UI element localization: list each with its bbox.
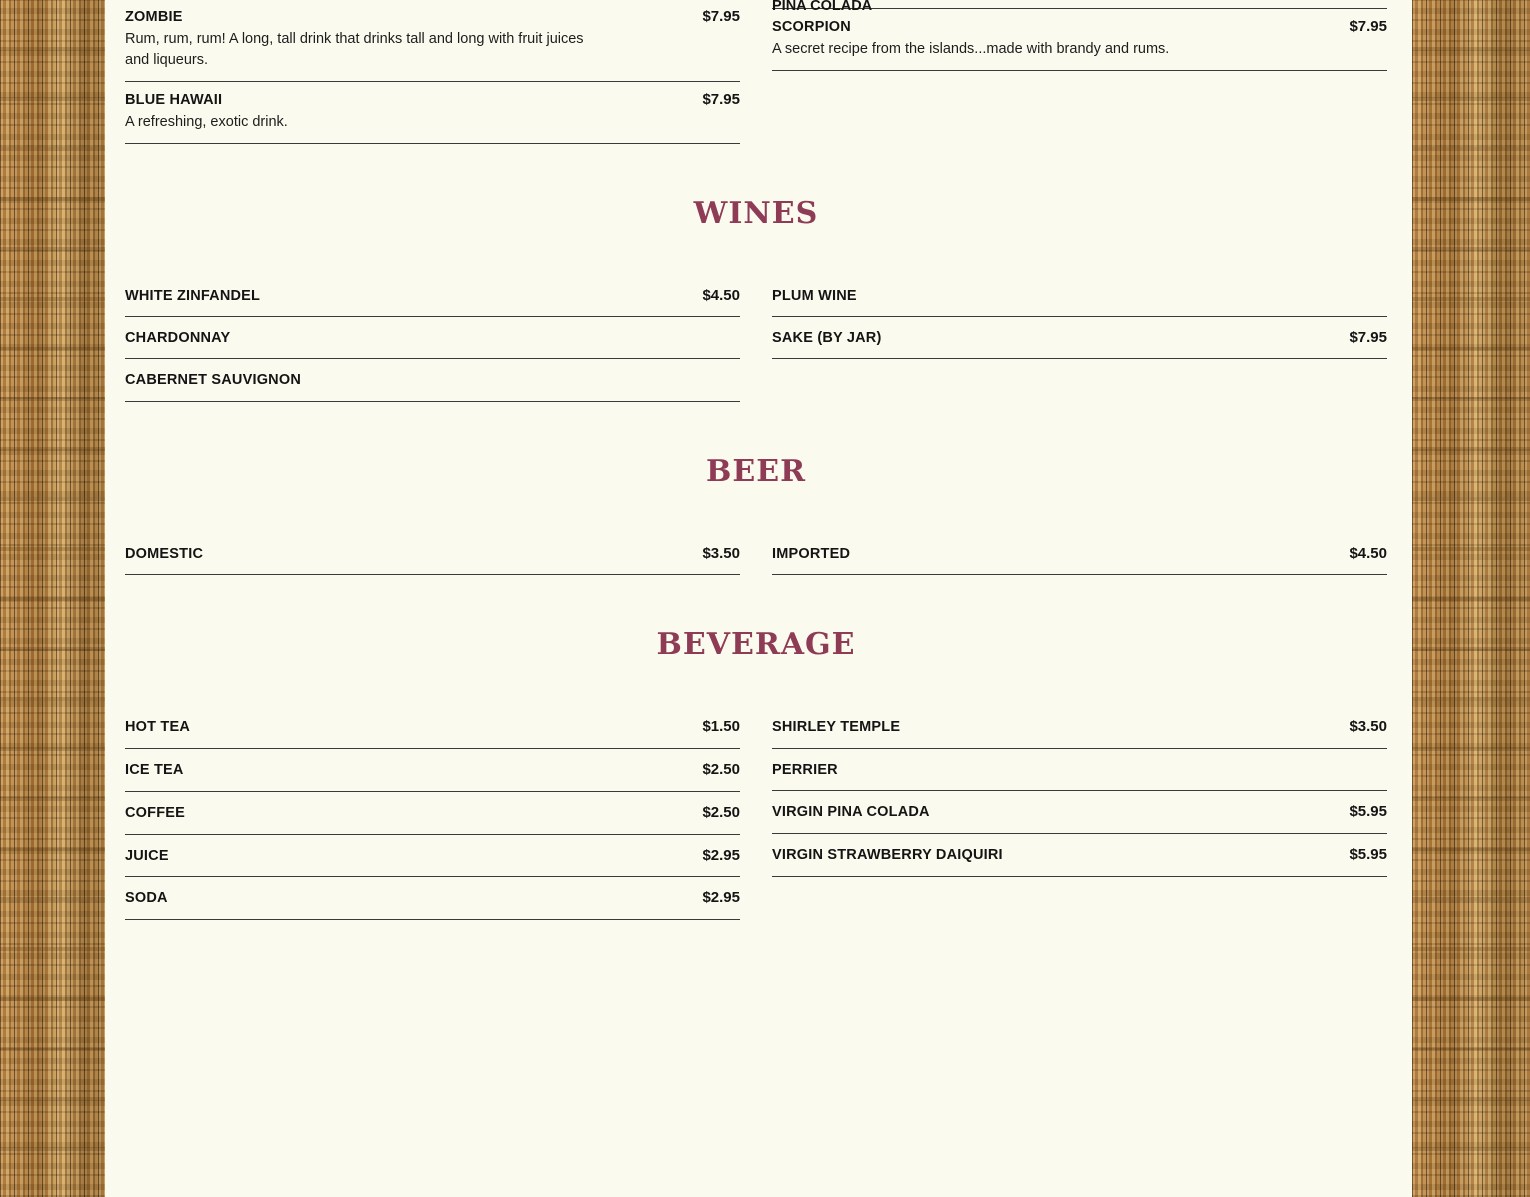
section-title-wines: WINES xyxy=(693,195,819,231)
menu-item-name: CHARDONNAY xyxy=(125,330,231,347)
menu-item-name: PLUM WINE xyxy=(772,287,857,304)
beer-column-right xyxy=(772,533,1387,576)
section-columns-beverage xyxy=(125,706,1387,920)
menu-item-name: DOMESTIC xyxy=(125,545,204,562)
menu-item[interactable] xyxy=(772,317,1387,360)
menu-item-name: PERRIER xyxy=(772,762,838,779)
menu-item-name: SCORPION xyxy=(772,19,851,35)
section-title-beverage: BEVERAGE xyxy=(656,627,856,663)
beverage-column-left xyxy=(125,706,740,920)
section-title-beer: BEER xyxy=(705,453,807,489)
clipped-item-name: PINA COLADA xyxy=(772,0,873,14)
bamboo-border-right xyxy=(1412,0,1530,1197)
menu-item-name: WHITE ZINFANDEL xyxy=(125,287,261,304)
menu-item[interactable] xyxy=(772,706,1387,749)
menu-item-name: JUICE xyxy=(125,847,169,864)
menu-item-price: $1.50 xyxy=(702,718,740,736)
menu-item-name: ZOMBIE xyxy=(125,9,183,25)
menu-item-price: $7.95 xyxy=(1349,328,1387,346)
menu-item[interactable] xyxy=(125,82,740,144)
menu-item[interactable] xyxy=(125,317,740,359)
menu-item-price: $7.95 xyxy=(702,90,740,108)
menu-item-price: $3.50 xyxy=(1349,718,1387,736)
menu-item-name: VIRGIN PINA COLADA xyxy=(772,804,930,821)
menu-column-left xyxy=(125,0,740,144)
menu-item-name: VIRGIN STRAWBERRY DAIQUIRI xyxy=(772,846,1003,863)
menu-item-price: $2.95 xyxy=(702,889,740,907)
menu-item-name: SODA xyxy=(125,890,168,907)
menu-item[interactable] xyxy=(772,9,1387,71)
bamboo-border-left xyxy=(0,0,110,1197)
menu-item[interactable] xyxy=(125,706,740,749)
menu-item[interactable] xyxy=(125,792,740,835)
clipped-row-top-right xyxy=(772,0,1387,14)
menu-item[interactable] xyxy=(125,749,740,792)
menu-item-description: A refreshing, exotic drink. xyxy=(125,113,288,130)
menu-item[interactable] xyxy=(772,749,1387,791)
menu-item-head xyxy=(772,18,1387,37)
menu-item-price: $2.50 xyxy=(702,803,740,821)
menu-item-price: $2.95 xyxy=(702,846,740,864)
menu-item-price: $3.50 xyxy=(702,544,740,562)
menu-item-name: CABERNET SAUVIGNON xyxy=(125,372,301,389)
menu-item[interactable] xyxy=(125,877,740,920)
menu-item[interactable] xyxy=(125,275,740,318)
menu-item-name: SHIRLEY TEMPLE xyxy=(772,719,901,736)
menu-item[interactable] xyxy=(125,0,740,82)
menu-item-name: SAKE (BY JAR) xyxy=(772,329,882,346)
menu-item[interactable] xyxy=(772,533,1387,576)
menu-item-price: $4.50 xyxy=(702,286,740,304)
menu-column-right xyxy=(772,0,1387,144)
menu-item-price: $2.50 xyxy=(702,761,740,779)
beverage-column-right xyxy=(772,706,1387,920)
menu-item-name: BLUE HAWAII xyxy=(125,91,223,108)
menu-item-head xyxy=(125,8,740,27)
wines-column-left xyxy=(125,275,740,402)
section-columns-beer xyxy=(125,533,1387,576)
menu-item[interactable] xyxy=(772,834,1387,877)
menu-item-description: A secret recipe from the islands...made with brandy and rums. xyxy=(772,40,1170,57)
beer-column-left xyxy=(125,533,740,576)
clipped-footer-text xyxy=(105,1181,1412,1197)
menu-item-price: $5.95 xyxy=(1349,803,1387,821)
menu-item-price: $4.50 xyxy=(1349,544,1387,562)
menu-item[interactable] xyxy=(772,791,1387,834)
menu-sheet xyxy=(105,0,1412,1197)
menu-item-name: IMPORTED xyxy=(772,545,851,562)
menu-item-price: $7.95 xyxy=(702,8,740,25)
wines-column-right xyxy=(772,275,1387,402)
menu-item[interactable] xyxy=(772,275,1387,317)
menu-item-price: $7.95 xyxy=(1349,18,1387,35)
menu-item[interactable] xyxy=(125,359,740,401)
menu-item[interactable] xyxy=(125,835,740,878)
menu-item[interactable] xyxy=(125,533,740,576)
menu-item-name: ICE TEA xyxy=(125,762,184,779)
menu-item-description: Rum, rum, rum! A long, tall drink that drinks tall and long with fruit juices and liqueurs. xyxy=(125,30,584,68)
menu-item-head xyxy=(125,91,740,110)
menu-item-name: COFFEE xyxy=(125,804,186,821)
section-columns-wines xyxy=(125,275,1387,402)
menu-columns xyxy=(125,0,1387,144)
menu-item-price: $5.95 xyxy=(1349,845,1387,863)
menu-item-name: HOT TEA xyxy=(125,719,191,736)
